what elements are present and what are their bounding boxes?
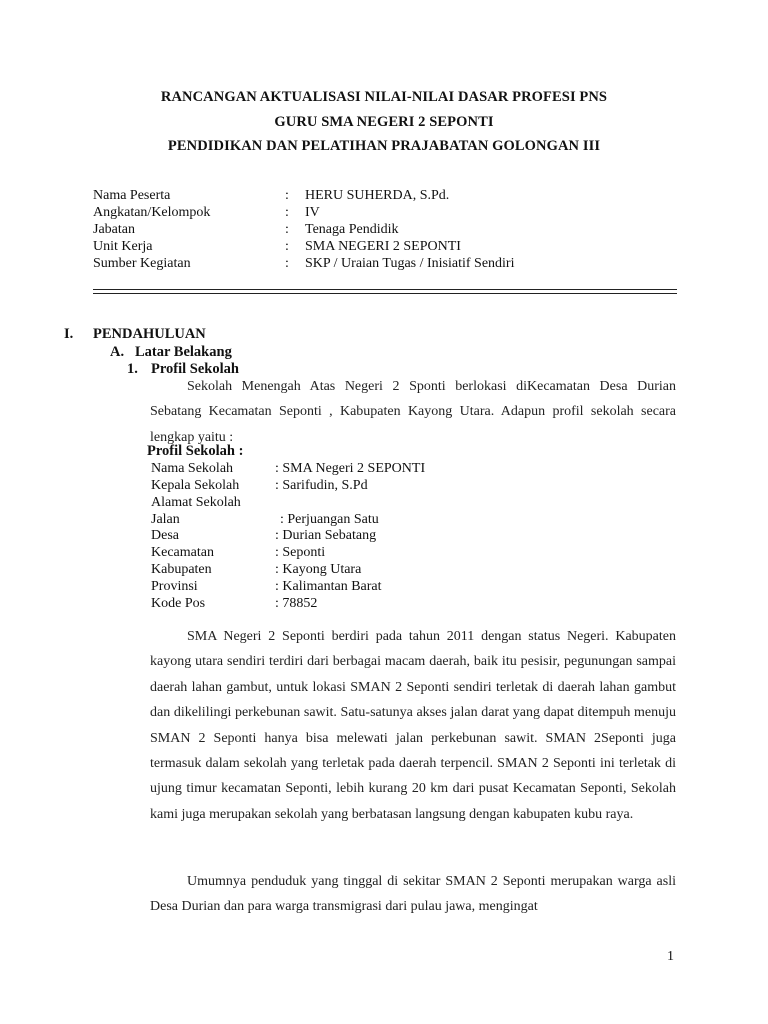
identity-colon: :: [285, 188, 289, 203]
subsubsection-number: 1.: [127, 361, 138, 377]
identity-colon: :: [285, 205, 289, 220]
profile-value: : Kayong Utara: [275, 562, 362, 577]
profile-label: Kabupaten: [151, 562, 212, 577]
document-title-line-3: PENDIDIKAN DAN PELATIHAN PRAJABATAN GOLONGAN III: [167, 138, 601, 154]
subsubsection-title: Profil Sekolah: [151, 361, 239, 377]
profile-label: Provinsi: [151, 579, 198, 594]
identity-value: Tenaga Pendidik: [305, 222, 399, 237]
section-title: PENDAHULUAN: [93, 326, 206, 342]
intro-paragraph: Sekolah Menengah Atas Negeri 2 Sponti berlokasi diKecamatan Desa Durian Sebatang Kecamatan Seponti , Kabupaten Kayong Utara. Adapun profil sekolah secara lengkap yaitu :: [150, 379, 676, 445]
identity-value: SKP / Uraian Tugas / Inisiatif Sendiri: [305, 256, 515, 271]
document-title-line-2: GURU SMA NEGERI 2 SEPONTI: [274, 114, 494, 130]
identity-value: HERU SUHERDA, S.Pd.: [305, 188, 450, 203]
section-number: I.: [64, 326, 74, 342]
profile-value: : 78852: [275, 596, 318, 611]
profile-label: Desa: [151, 528, 179, 543]
profile-heading: Profil Sekolah :: [147, 443, 244, 459]
identity-value: IV: [305, 205, 320, 220]
identity-colon: :: [285, 222, 289, 237]
identity-label: Nama Peserta: [93, 188, 171, 203]
document-title-line-1: RANCANGAN AKTUALISASI NILAI-NILAI DASAR PROFESI PNS: [160, 89, 608, 105]
identity-colon: :: [285, 239, 289, 254]
profile-label: Kecamatan: [151, 545, 214, 560]
identity-label: Jabatan: [93, 222, 135, 237]
paragraph-school-history: SMA Negeri 2 Seponti berdiri pada tahun 2011 dengan status Negeri. Kabupaten kayong utara sendiri terdiri dari berbagai macam daerah, baik itu pesisir, pegunungan sampai daerah lahan gambut, untuk lokasi SMAN 2 Seponti sendiri terletak di daerah lahan gambut dan dikelilingi perkebunan sawit. Satu-satunya akses jalan darat yang dapat ditempuh menuju SMAN 2 Seponti hanya bisa melewati jalan perkebunan sawit. SMAN 2Seponti juga termasuk dalam sekolah yang terletak pada daerah terpencil. SMAN 2 Seponti ini terletak di ujung timur kecamatan Seponti, lebih kurang 20 km dari pusat Kecamatan Seponti, Sekolah kami juga merupakan sekolah yang berbatasan langsung dengan kabupaten kubu raya.: [150, 629, 676, 822]
identity-colon: :: [285, 256, 289, 271]
profile-value: : Durian Sebatang: [275, 528, 377, 543]
profile-label: Alamat Sekolah: [151, 495, 241, 510]
profile-value: : SMA Negeri 2 SEPONTI: [275, 461, 426, 476]
profile-value: : Seponti: [275, 545, 326, 560]
identity-label: Sumber Kegiatan: [93, 256, 191, 271]
paragraph-population: Umumnya penduduk yang tinggal di sekitar SMAN 2 Seponti merupakan warga asli Desa Durian dan para warga transmigrasi dari pulau jawa, mengingat: [150, 874, 676, 915]
profile-label: Nama Sekolah: [151, 461, 234, 476]
identity-value: SMA NEGERI 2 SEPONTI: [305, 239, 461, 254]
identity-label: Angkatan/Kelompok: [93, 205, 211, 220]
identity-label: Unit Kerja: [93, 239, 153, 254]
profile-value: : Sarifudin, S.Pd: [275, 478, 368, 493]
profile-label: Kepala Sekolah: [151, 478, 240, 493]
profile-value: : Kalimantan Barat: [275, 579, 382, 594]
profile-label: Jalan: [151, 512, 180, 527]
page-number: 1: [667, 949, 674, 964]
profile-label: Kode Pos: [151, 596, 206, 611]
profile-value: : Perjuangan Satu: [280, 512, 379, 527]
subsection-letter: A.: [110, 344, 125, 360]
subsection-title: Latar Belakang: [135, 344, 232, 360]
divider-line-top: [93, 289, 677, 290]
divider-line-bottom: [93, 293, 677, 294]
